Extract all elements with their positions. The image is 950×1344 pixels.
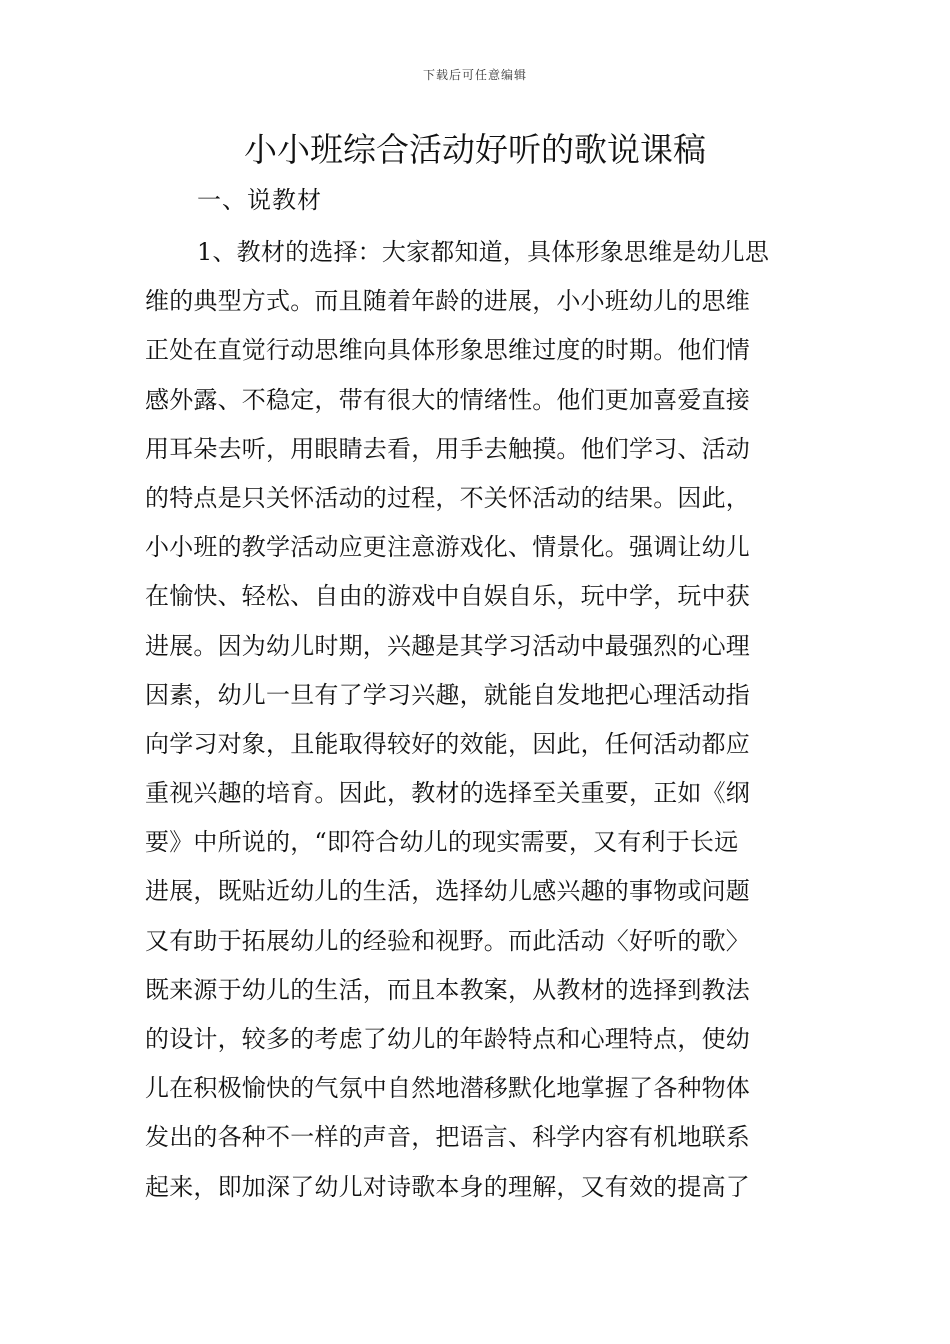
paragraph-line: 儿在积极愉快的气氛中自然地潜移默化地掌握了各种物体 <box>145 1074 750 1103</box>
paragraph-line: 进展。因为幼儿时期，兴趣是其学习活动中最强烈的心理 <box>145 631 750 660</box>
paragraph-line: 正处在直觉行动思维向具体形象思维过度的时期。他们情 <box>145 336 750 365</box>
section-heading: 一、说教材 <box>197 186 322 214</box>
paragraph-line: 感外露、不稳定，带有很大的情绪性。他们更加喜爱直接 <box>145 385 750 414</box>
paragraph-line: 向学习对象，且能取得较好的效能，因此，任何活动都应 <box>145 729 750 758</box>
paragraph-line: 起来，即加深了幼儿对诗歌本身的理解，又有效的提高了 <box>145 1172 750 1201</box>
paragraph-line: 因素，幼儿一旦有了学习兴趣，就能自发地把心理活动指 <box>145 680 750 709</box>
paragraph-line: 重视兴趣的培育。因此，教材的选择至关重要，正如《纲 <box>145 779 750 808</box>
paragraph-line: 要》中所说的，“即符合幼儿的现实需要，又有利于长远 <box>145 828 739 857</box>
paragraph-line: 又有助于拓展幼儿的经验和视野。而此活动〈好听的歌〉 <box>145 926 750 955</box>
paragraph-line: 既来源于幼儿的生活，而且本教案，从教材的选择到教法 <box>145 975 750 1004</box>
paragraph-line: 用耳朵去听，用眼睛去看，用手去触摸。他们学习、活动 <box>145 434 750 463</box>
paragraph-line: 发出的各种不一样的声音，把语言、科学内容有机地联系 <box>145 1123 750 1152</box>
paragraph-line: 小小班的教学活动应更注意游戏化、情景化。强调让幼儿 <box>145 533 750 562</box>
paragraph-line: 1、教材的选择：大家都知道，具体形象思维是幼儿思 <box>197 238 770 266</box>
paragraph-line: 在愉快、轻松、自由的游戏中自娱自乐，玩中学，玩中获 <box>145 582 750 611</box>
document-title: 小小班综合活动好听的歌说课稿 <box>244 130 706 169</box>
body-paragraph <box>145 228 807 1212</box>
paragraph-line: 的设计，较多的考虑了幼儿的年龄特点和心理特点，使幼 <box>145 1025 750 1053</box>
paragraph-line: 进展，既贴近幼儿的生活，选择幼儿感兴趣的事物或问题 <box>145 877 750 906</box>
paragraph-line: 维的典型方式。而且随着年龄的进展，小小班幼儿的思维 <box>145 287 750 316</box>
paragraph-line: 的特点是只关怀活动的过程，不关怀活动的结果。因此， <box>145 483 750 512</box>
download-note: 下载后可任意编辑 <box>422 68 527 82</box>
